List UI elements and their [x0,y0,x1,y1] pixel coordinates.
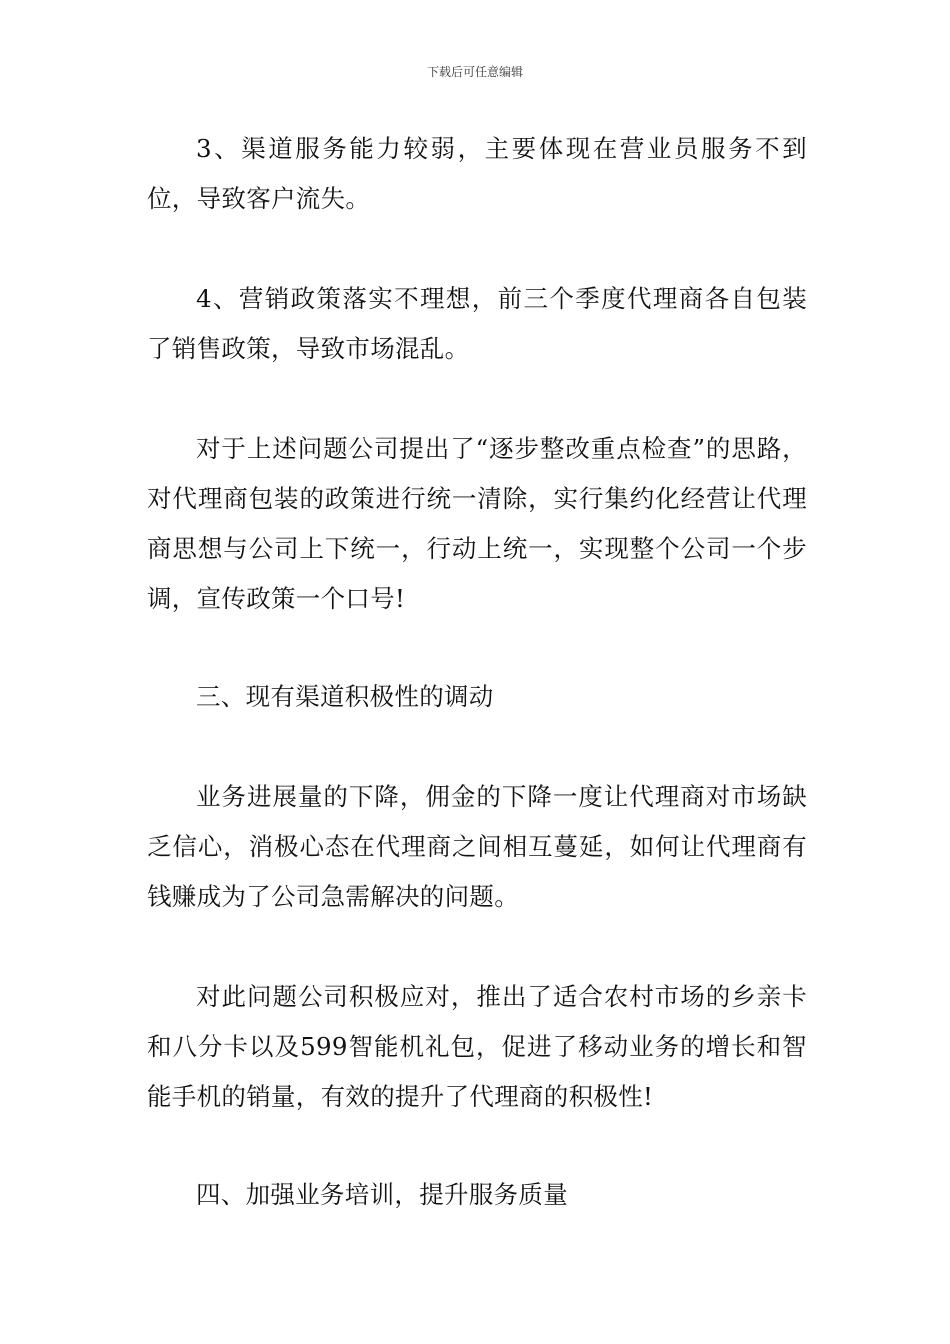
paragraph-business-decline: 业务进展量的下降，佣金的下降一度让代理商对市场缺乏信心，消极心态在代理商之间相互蔓延，如何让代理商有钱赚成为了公司急需解决的问题。 [147,782,807,911]
section-heading-training: 四、加强业务培训，提升服务质量 [196,1180,568,1209]
paragraph-channel-service: 3、渠道服务能力较弱，主要体现在营业员服务不到位，导致客户流失。 [147,134,807,213]
section-heading-channel-motivation: 三、现有渠道积极性的调动 [196,682,494,711]
paragraph-marketing-policy: 4、营销政策落实不理想，前三个季度代理商各自包装了销售政策，导致市场混乱。 [147,284,807,363]
page-header: 下载后可任意编辑 [426,65,523,79]
paragraph-company-response: 对于上述问题公司提出了“逐步整改重点检查”的思路，对代理商包装的政策进行统一清除，实行集约化经营让代理商思想与公司上下统一，行动上统一，实现整个公司一个步调，宣传政策一个口号! [147,434,807,613]
paragraph-countermeasures: 对此问题公司积极应对，推出了适合农村市场的乡亲卡和八分卡以及599智能机礼包，促进了移动业务的增长和智能手机的销量，有效的提升了代理商的积极性! [147,982,807,1111]
